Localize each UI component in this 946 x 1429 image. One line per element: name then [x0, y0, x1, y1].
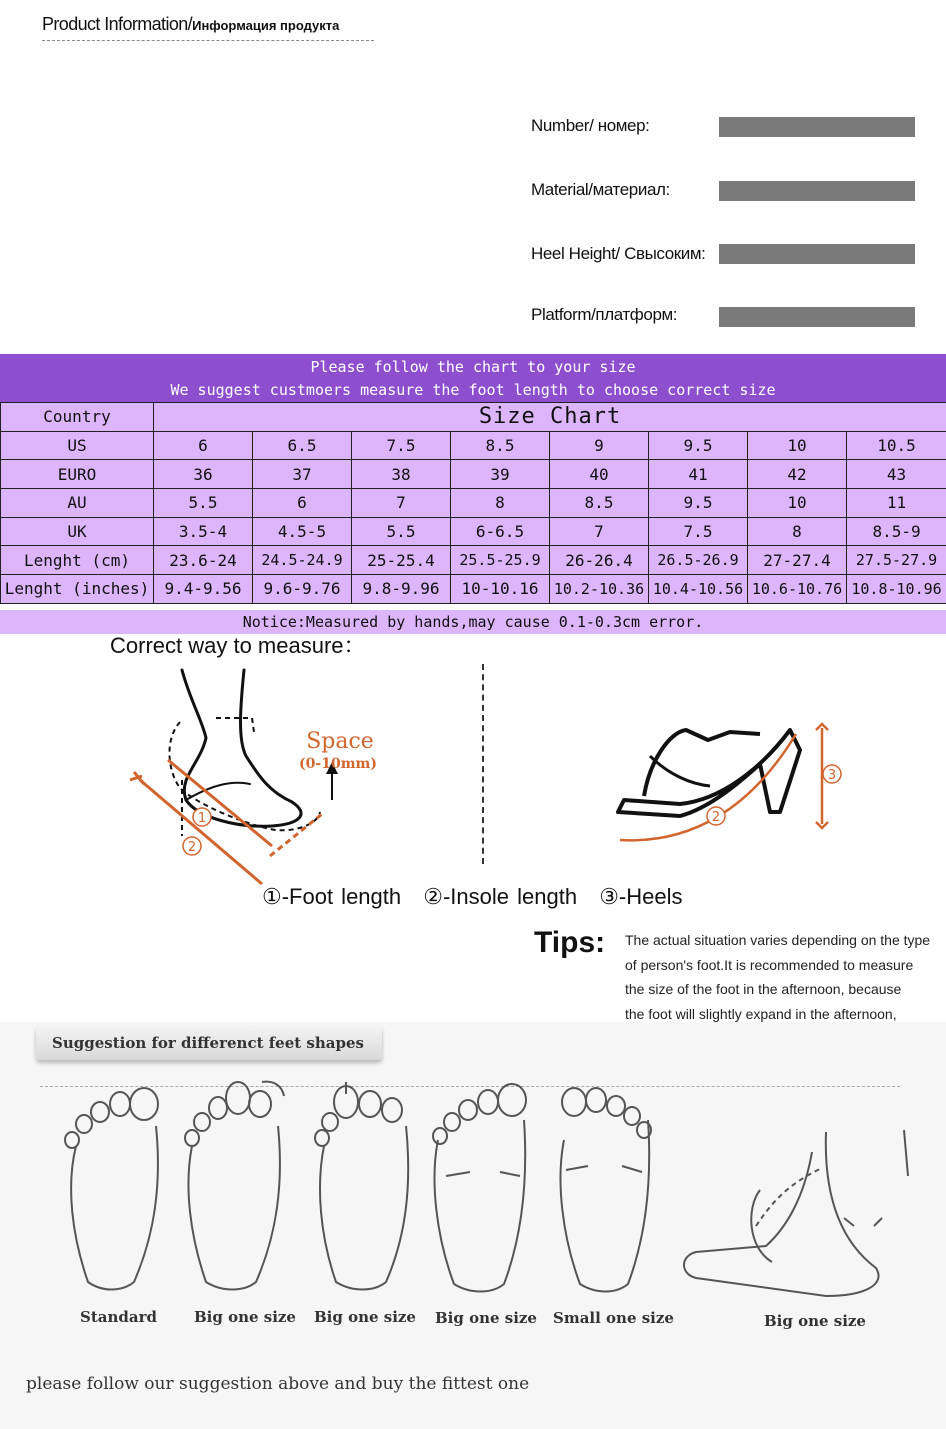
foot-shape-small [552, 1080, 662, 1300]
size-chart-cell: 10.5 [847, 431, 946, 460]
size-chart-cell: 39 [451, 460, 550, 489]
size-chart-cell: 43 [847, 460, 946, 489]
size-chart-row [1, 575, 946, 604]
country-header: Country [1, 403, 154, 432]
size-chart-header [0, 354, 946, 402]
foot-label-big-2: Big one size [314, 1308, 416, 1326]
legend-heels: ③-Heels [599, 884, 683, 909]
size-chart-row [1, 489, 946, 518]
size-chart-cell: 4.5-5 [253, 517, 352, 546]
foot-marker-2-text: 2 [187, 840, 197, 855]
spec-number-value [719, 117, 915, 137]
size-chart-cell: 36 [154, 460, 253, 489]
size-chart-cell: 7.5 [352, 431, 451, 460]
spec-number-label: Number/ номер: [531, 116, 650, 135]
size-chart-row-label: Lenght (cm) [1, 546, 154, 575]
foot-measure-illustration [120, 660, 400, 890]
tips-line: the size of the foot in the afternoon, because [625, 981, 902, 998]
heel-marker-2-text: 2 [711, 810, 721, 825]
foot-marker-1-text: 1 [197, 811, 207, 826]
size-chart-cell: 26.5-26.9 [649, 546, 748, 575]
size-chart-notice: Notice:Measured by hands,may cause 0.1-0.3cm error. [0, 610, 946, 634]
size-chart-row-label: EURO [1, 460, 154, 489]
foot-label-big-4: Big one size [764, 1312, 866, 1330]
measure-divider [482, 664, 484, 864]
size-chart-title-row [1, 403, 946, 432]
size-chart-cell: 9 [550, 431, 649, 460]
tips-label: Tips: [534, 926, 606, 959]
size-chart-cell: 10 [748, 489, 847, 518]
size-chart-cell: 25-25.4 [352, 546, 451, 575]
spec-material-value [719, 181, 915, 201]
tips-line: of person's foot.It is recommended to measure [625, 956, 914, 973]
legend-insole-length: ②-Insole length [423, 884, 578, 909]
size-chart-row [1, 546, 946, 575]
size-chart-cell: 41 [649, 460, 748, 489]
size-chart-row [1, 431, 946, 460]
foot-shape-standard [62, 1086, 172, 1296]
tips-line: the foot will slightly expand in the afternoon, [625, 1005, 897, 1022]
measure-legend [262, 884, 696, 910]
spec-platform-label: Platform/платформ: [531, 305, 678, 324]
size-chart-cell: 10.6-10.76 [748, 575, 847, 604]
spec-platform-value [719, 307, 915, 327]
legend-foot-length: ①-Foot length [262, 884, 402, 909]
size-chart-cell: 8.5 [451, 431, 550, 460]
size-chart-cell: 38 [352, 460, 451, 489]
size-chart-cell: 7.5 [649, 517, 748, 546]
size-chart-cell: 9.5 [649, 489, 748, 518]
size-chart-cell: 40 [550, 460, 649, 489]
size-chart-cell: 9.8-9.96 [352, 575, 451, 604]
size-chart-cell: 7 [550, 517, 649, 546]
size-chart-cell: 9.4-9.56 [154, 575, 253, 604]
foot-shape-big-1 [182, 1076, 292, 1296]
product-info-title-ru: Информация продукта [192, 18, 340, 33]
size-chart-cell: 10.2-10.36 [550, 575, 649, 604]
size-chart-cell: 42 [748, 460, 847, 489]
foot-shape-big-3 [428, 1080, 538, 1300]
size-chart-cell: 9.6-9.76 [253, 575, 352, 604]
size-chart-cell: 10.8-10.96 [847, 575, 946, 604]
size-chart-cell: 5.5 [154, 489, 253, 518]
size-chart-row [1, 460, 946, 489]
space-label: Space [306, 729, 374, 754]
size-chart-header-line-2: We suggest custmoers measure the foot length to choose correct size [170, 381, 776, 399]
foot-shape-big-2 [310, 1080, 420, 1300]
foot-label-big-1: Big one size [194, 1308, 296, 1326]
space-range: (0-10mm) [299, 756, 377, 772]
size-chart-cell: 8.5-9 [847, 517, 946, 546]
size-chart-title: Size Chart [154, 403, 946, 432]
spec-material-label: Material/материал: [531, 180, 670, 199]
size-chart-row-label: AU [1, 489, 154, 518]
size-chart-row-label: Lenght (inches) [1, 575, 154, 604]
size-chart-row-label: UK [1, 517, 154, 546]
tips-line: The actual situation varies depending on the type [625, 932, 931, 948]
size-chart-cell: 23.6-24 [154, 546, 253, 575]
size-chart-row-label: US [1, 431, 154, 460]
heel-measure-illustration [610, 700, 850, 860]
heel-marker-3-text: 3 [827, 768, 837, 783]
foot-label-small: Small one size [553, 1309, 674, 1327]
size-chart-cell: 10.4-10.56 [649, 575, 748, 604]
size-chart-cell: 7 [352, 489, 451, 518]
size-chart-cell: 26-26.4 [550, 546, 649, 575]
size-chart-cell: 10-10.16 [451, 575, 550, 604]
size-chart-cell: 25.5-25.9 [451, 546, 550, 575]
size-chart-cell: 6 [154, 431, 253, 460]
product-info-divider [42, 40, 374, 41]
foot-label-standard: Standard [80, 1308, 157, 1326]
size-chart-cell: 24.5-24.9 [253, 546, 352, 575]
foot-label-big-3: Big one size [435, 1309, 537, 1327]
size-chart-cell: 27-27.4 [748, 546, 847, 575]
size-chart-table [0, 402, 946, 604]
size-chart-cell: 27.5-27.9 [847, 546, 946, 575]
size-chart-cell: 37 [253, 460, 352, 489]
feet-shapes-heading: Suggestion for differenct feet shapes [36, 1026, 382, 1060]
size-chart-header-line-1: Please follow the chart to your size [310, 358, 636, 376]
product-info-title [42, 14, 339, 35]
size-chart-cell: 6-6.5 [451, 517, 550, 546]
foot-shape-high-instep [676, 1128, 916, 1308]
size-chart-cell: 3.5-4 [154, 517, 253, 546]
size-chart-cell: 6.5 [253, 431, 352, 460]
size-chart-cell: 6 [253, 489, 352, 518]
size-chart-cell: 5.5 [352, 517, 451, 546]
size-chart-cell: 10 [748, 431, 847, 460]
size-chart [0, 354, 946, 634]
spec-heel-height-label: Heel Height/ Свысоким: [531, 244, 706, 263]
closing-note: please follow our suggestion above and buy the fittest one [26, 1374, 530, 1394]
size-chart-cell: 8.5 [550, 489, 649, 518]
size-chart-cell: 8 [451, 489, 550, 518]
size-chart-cell: 9.5 [649, 431, 748, 460]
size-chart-row [1, 517, 946, 546]
product-info-title-en: Product Information/ [42, 14, 193, 34]
size-chart-cell: 11 [847, 489, 946, 518]
measure-title: Correct way to measure： [110, 633, 366, 658]
size-chart-cell: 8 [748, 517, 847, 546]
spec-heel-height-value [719, 244, 915, 264]
